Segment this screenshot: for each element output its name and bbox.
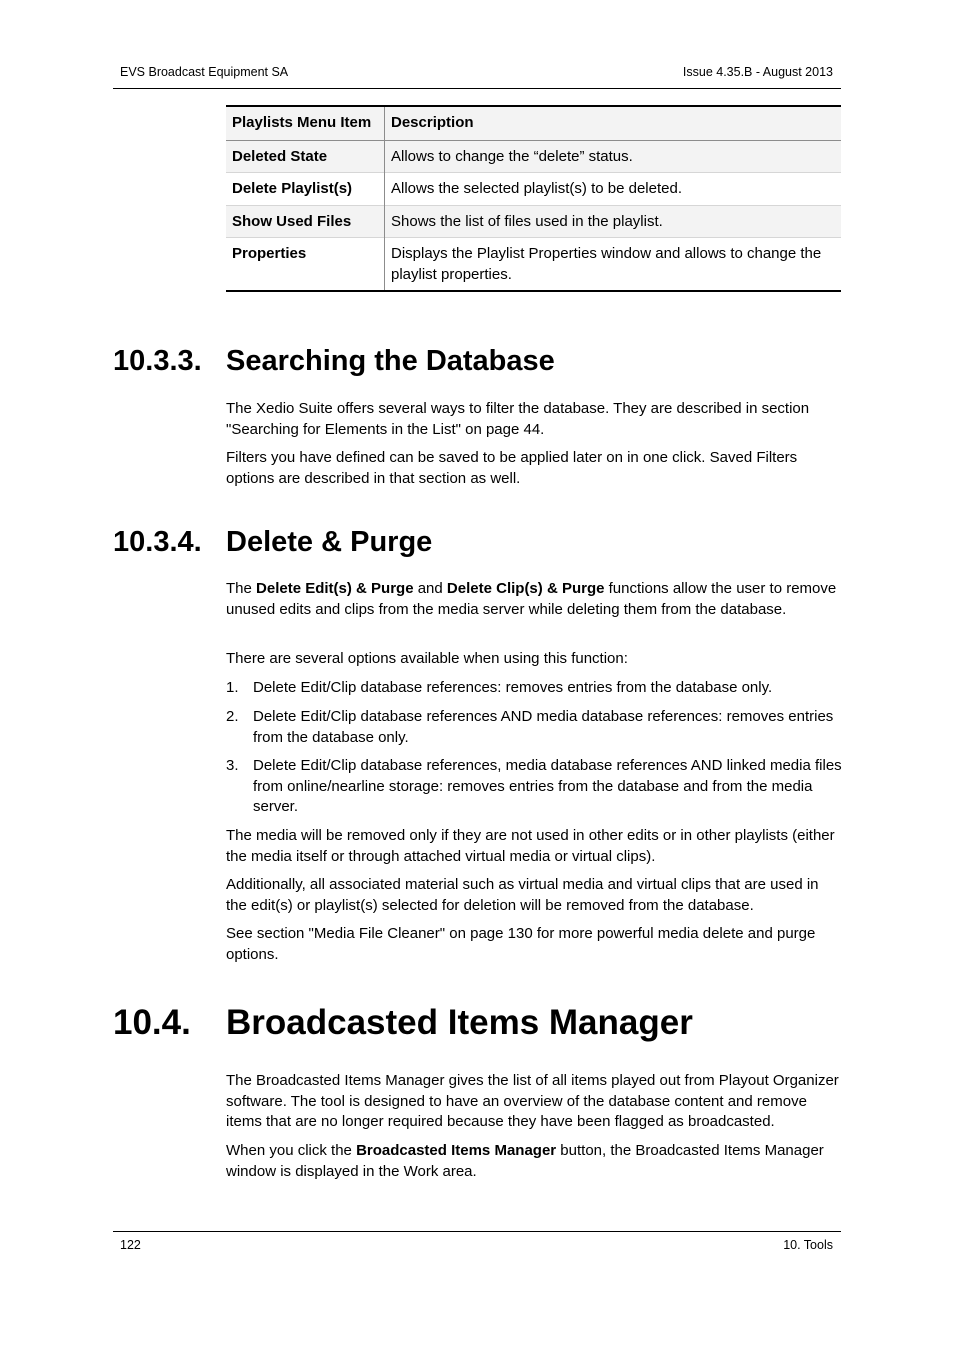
page-number: 122 [120, 1238, 141, 1252]
paragraph: Additionally, all associated material such as virtual media and virtual clips that are used in the edit(s) or playlist(s) selected for deletion will be removed from the database. [226, 876, 819, 914]
table-cell-item: Properties [226, 238, 385, 292]
paragraph: When you click the Broadcasted Items Manager button, the Broadcasted Items Manager window is displayed in the Work area. [226, 1142, 824, 1180]
paragraph: See section "Media File Cleaner" on page 130 for more powerful media delete and purge options. [226, 925, 816, 963]
header-rule [113, 88, 841, 89]
paragraph: The Broadcasted Items Manager gives the list of all items played out from Playout Organizer software. The tool is designed to have an overview of the database content and remove items that are no longer required because they have been flagged as broadcasted. [226, 1072, 839, 1130]
table-header-description: Description [385, 106, 842, 140]
list-text: Delete Edit/Clip database references, media database references AND linked media files from online/nearline storage: removes entries from the database and from the media server. [253, 757, 842, 815]
paragraph: Filters you have defined can be saved to be applied later on in one click. Saved Filters options are described in that section as well. [226, 449, 798, 487]
footer-rule [113, 1231, 841, 1232]
list-number: 3. [226, 757, 239, 774]
section-title: Searching the Database [226, 345, 555, 377]
footer-chapter: 10. Tools [783, 1238, 833, 1252]
list-text: Delete Edit/Clip database references: removes entries from the database only. [253, 679, 773, 696]
list-item [226, 756, 842, 818]
playlists-menu-table [226, 105, 841, 292]
list-item [226, 678, 842, 699]
section-title: Delete & Purge [226, 526, 433, 558]
table-cell-description: Shows the list of files used in the playlist. [385, 205, 842, 238]
paragraph: The Xedio Suite offers several ways to filter the database. They are described in section "Searching for Elements in the List" on page 44. [226, 400, 810, 438]
table-row [226, 173, 841, 206]
paragraph: The Delete Edit(s) & Purge and Delete Clip(s) & Purge functions allow the user to remove unused edits and clips from the media server while deleting them from the database. [226, 580, 837, 618]
table-cell-description: Displays the Playlist Properties window and allows to change the playlist properties. [385, 238, 842, 292]
table-row [226, 238, 841, 292]
paragraph: There are several options available when using this function: [226, 650, 628, 667]
section-number: 10.4. [113, 1003, 191, 1042]
table-cell-item: Show Used Files [226, 205, 385, 238]
table-cell-description: Allows to change the “delete” status. [385, 140, 842, 173]
table-cell-description: Allows the selected playlist(s) to be deleted. [385, 173, 842, 206]
section-number: 10.3.4. [113, 526, 202, 558]
table-cell-item: Deleted State [226, 140, 385, 173]
paragraph: The media will be removed only if they are not used in other edits or in other playlists (either the media itself or through attached virtual media or virtual clips). [226, 827, 835, 865]
list-number: 2. [226, 708, 239, 725]
section-title: Broadcasted Items Manager [226, 1003, 693, 1042]
section-number: 10.3.3. [113, 345, 202, 377]
table-header-item: Playlists Menu Item [226, 106, 385, 140]
table-row [226, 140, 841, 173]
table-header-row [226, 106, 841, 140]
bold-term: Broadcasted Items Manager [356, 1142, 557, 1159]
table-row [226, 205, 841, 238]
list-text: Delete Edit/Clip database references AND media database references: removes entries from the database only. [253, 708, 834, 746]
table-cell-item: Delete Playlist(s) [226, 173, 385, 206]
list-number: 1. [226, 679, 239, 696]
list-item [226, 707, 842, 748]
header-company: EVS Broadcast Equipment SA [120, 65, 289, 79]
bold-term: Delete Edit(s) & Purge [256, 580, 414, 597]
header-issue: Issue 4.35.B - August 2013 [682, 65, 833, 79]
bold-term: Delete Clip(s) & Purge [446, 580, 605, 597]
